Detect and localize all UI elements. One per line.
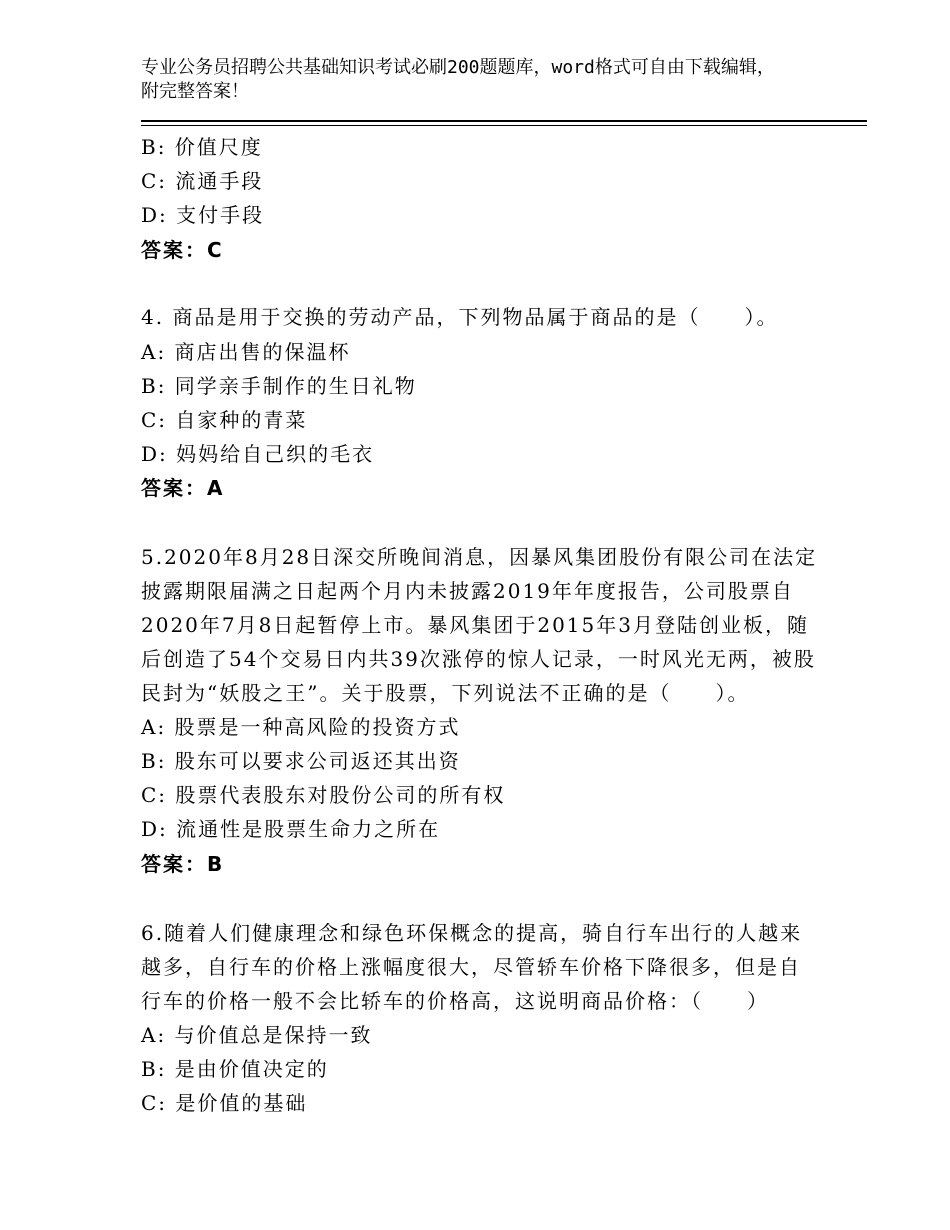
q6-option-c: C: 是价值的基础 bbox=[141, 1091, 308, 1115]
q3-option-c: C: 流通手段 bbox=[141, 169, 264, 193]
q5-stem-line-5: 民封为“妖股之王”。关于股票，下列说法不正确的是（ ）。 bbox=[141, 681, 750, 705]
q3-option-b: B: 价值尺度 bbox=[141, 135, 263, 159]
q6-stem-line-2: 越多，自行车的价格上涨幅度很大，尽管轿车价格下降很多，但是自 bbox=[141, 955, 801, 979]
q5-option-c: C: 股票代表股东对股份公司的所有权 bbox=[141, 783, 506, 807]
header-rule-thick bbox=[141, 120, 867, 122]
q5-option-d: D: 流通性是股票生命力之所在 bbox=[141, 817, 441, 841]
header-rule-thin bbox=[141, 125, 867, 126]
q6-stem-line-1: 6.随着人们健康理念和绿色环保概念的提高，骑自行车出行的人越来 bbox=[141, 921, 803, 945]
q6-stem-line-3: 行车的价格一般不会比轿车的价格高，这说明商品价格：（ ） bbox=[141, 989, 769, 1013]
q4-stem: 4. 商品是用于交换的劳动产品，下列物品属于商品的是（ ）。 bbox=[141, 305, 779, 329]
q3-answer: 答案：C bbox=[141, 238, 224, 262]
q6-option-b: B: 是由价值决定的 bbox=[141, 1057, 329, 1081]
q5-option-b: B: 股东可以要求公司返还其出资 bbox=[141, 749, 461, 773]
q4-option-a: A: 商店出售的保温杯 bbox=[141, 340, 351, 364]
q4-option-c: C: 自家种的青菜 bbox=[141, 408, 308, 432]
q5-stem-line-4: 后创造了54个交易日内共39次涨停的惊人记录，一时风光无两，被股 bbox=[141, 647, 816, 671]
q5-stem-line-1: 5.2020年8月28日深交所晚间消息，因暴风集团股份有限公司在法定 bbox=[141, 545, 818, 569]
header-line-1: 专业公务员招聘公共基础知识考试必刷200题题库，word格式可自由下载编辑， bbox=[141, 57, 775, 78]
q5-stem-line-2: 披露期限届满之日起两个月内未披露2019年年度报告，公司股票自 bbox=[141, 579, 794, 603]
q4-answer: 答案：A bbox=[141, 476, 225, 500]
q5-stem-line-3: 2020年7月8日起暂停上市。暴风集团于2015年3月登陆创业板，随 bbox=[141, 613, 809, 637]
document-header bbox=[141, 56, 871, 104]
q4-option-d: D: 妈妈给自己织的毛衣 bbox=[141, 442, 375, 466]
q4-option-b: B: 同学亲手制作的生日礼物 bbox=[141, 374, 417, 398]
q3-option-d: D: 支付手段 bbox=[141, 203, 265, 227]
q6-option-a: A: 与价值总是保持一致 bbox=[141, 1023, 373, 1047]
q5-answer: 答案：B bbox=[141, 852, 225, 876]
q5-option-a: A: 股票是一种高风险的投资方式 bbox=[141, 715, 461, 739]
header-line-2: 附完整答案！ bbox=[141, 81, 249, 102]
